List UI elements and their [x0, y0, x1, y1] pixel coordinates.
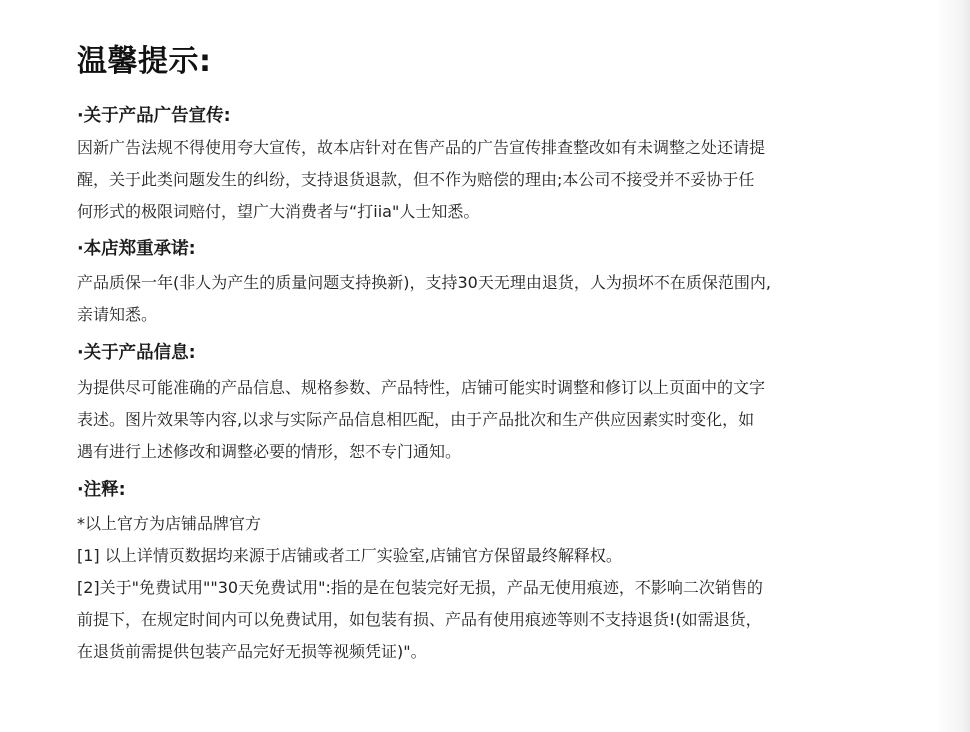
text-line: *以上官方为店铺品牌官方: [77, 514, 262, 533]
text-line: 表述。图片效果等内容,以求与实际产品信息相匹配，由于产品批次和生产供应因素实时变化，如: [77, 410, 755, 429]
text-line: [1] 以上详情页数据均来源于店铺或者工厂实验室,店铺官方保留最终解释权。: [77, 546, 622, 565]
section-heading-advertising: ·关于产品广告宣传:: [77, 106, 231, 126]
text-line: 前提下，在规定时间内可以免费试用，如包装有损、产品有使用痕迹等则不支持退货!(如需退货，: [77, 610, 762, 629]
section-heading-commitment: ·本店郑重承诺:: [77, 239, 196, 259]
text-line: 因新广告法规不得使用夸大宣传，故本店针对在售产品的广告宣传排查整改如有未调整之处还请提: [77, 138, 766, 157]
section-body-advertising: [77, 132, 877, 228]
text-line: 在退货前需提供包装产品完好无损等视频凭证)"。: [77, 642, 427, 661]
section-heading-product-info: ·关于产品信息:: [77, 343, 196, 363]
page-edge-shadow: [936, 0, 970, 732]
text-line: [2]关于"免费试用""30天免费试用":指的是在包装完好无损，产品无使用痕迹，不影响二次销售的: [77, 578, 763, 597]
page-title: 温馨提示:: [77, 44, 212, 79]
text-line: 遇有进行上述修改和调整必要的情形，恕不专门通知。: [77, 442, 462, 461]
text-line: 亲请知悉。: [77, 305, 158, 324]
section-heading-notes: ·注释:: [77, 480, 126, 500]
text-line: 何形式的极限词赔付，望广大消费者与“打iia"人士知悉。: [77, 202, 480, 221]
text-line: 醒，关于此类问题发生的纠纷，支持退货退款，但不作为赔偿的理由;本公司不接受并不妥协于任: [77, 170, 755, 189]
notice-document: [77, 40, 877, 668]
section-body-product-info: [77, 372, 877, 468]
section-body-commitment: [77, 267, 877, 331]
text-line: 为提供尽可能准确的产品信息、规格参数、产品特性，店铺可能实时调整和修订以上页面中的文字: [77, 378, 766, 397]
text-line: 产品质保一年(非人为产生的质量问题支持换新)，支持30天无理由退货，人为损坏不在质保范围内,: [77, 273, 771, 292]
section-body-notes: [77, 508, 877, 668]
